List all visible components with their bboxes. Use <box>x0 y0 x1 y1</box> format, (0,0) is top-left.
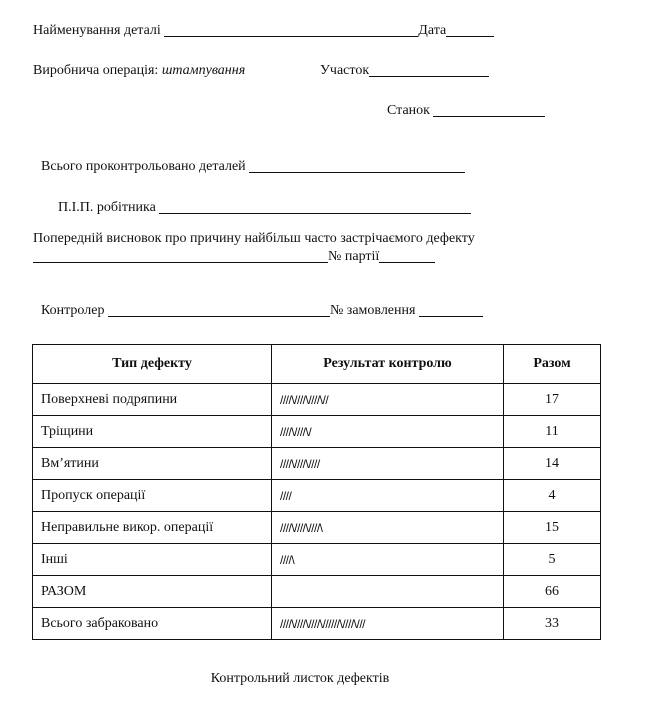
tally-cell: ////\////\////\//////\////\/// <box>272 608 504 640</box>
defect-type-cell: Неправильне викор. операції <box>33 512 272 544</box>
total-cell: 33 <box>504 608 601 640</box>
part-name-field[interactable] <box>164 22 418 37</box>
table-row <box>33 384 601 416</box>
table-header-row <box>33 345 601 384</box>
batch-field[interactable] <box>379 248 435 263</box>
section-field[interactable] <box>369 62 489 77</box>
preliminary-conclusion-line <box>33 230 475 248</box>
operation-label: Виробнича операція: <box>33 63 159 78</box>
total-cell: 66 <box>504 576 601 608</box>
defect-type-cell: Інші <box>33 544 272 576</box>
controller-field[interactable] <box>108 302 330 317</box>
tally-cell: ////\////\/ <box>272 416 504 448</box>
tally-cell: ////\ <box>272 544 504 576</box>
total-cell: 17 <box>504 384 601 416</box>
date-field[interactable] <box>446 22 494 37</box>
batch-label: № партії <box>328 249 380 264</box>
order-label: № замовлення <box>329 303 416 318</box>
worker-field[interactable] <box>159 199 471 214</box>
section-line <box>320 62 489 80</box>
document-caption: Контрольний листок дефектів <box>210 671 390 686</box>
table-row <box>33 544 601 576</box>
date-label: Дата <box>418 23 447 38</box>
total-cell: 4 <box>504 480 601 512</box>
total-cell: 5 <box>504 544 601 576</box>
tally-cell: ////\////\//// <box>272 448 504 480</box>
worker-line <box>58 199 471 217</box>
defect-type-cell: Всього забраковано <box>33 608 272 640</box>
tally-cell: ////\////\////\// <box>272 384 504 416</box>
table-row <box>33 512 601 544</box>
worker-label: П.І.П. робітника <box>58 200 156 215</box>
part-name-line <box>33 22 494 40</box>
column-header-result: Результат контролю <box>272 345 504 384</box>
operation-line <box>33 62 245 80</box>
table-row <box>33 480 601 512</box>
section-label: Участок <box>320 63 370 78</box>
machine-line <box>387 102 545 120</box>
preliminary-conclusion-field[interactable] <box>33 248 328 263</box>
defect-type-cell: Поверхневі подряпини <box>33 384 272 416</box>
table-row <box>33 416 601 448</box>
defect-type-cell: Пропуск операції <box>33 480 272 512</box>
total-cell: 11 <box>504 416 601 448</box>
total-inspected-line <box>41 158 465 176</box>
table-row-rejected <box>33 608 601 640</box>
defect-type-cell: РАЗОМ <box>33 576 272 608</box>
defect-type-cell: Тріщини <box>33 416 272 448</box>
tally-cell: ////\////\////\ <box>272 512 504 544</box>
column-header-type: Тип дефекту <box>33 345 272 384</box>
defect-type-cell: Вм’ятини <box>33 448 272 480</box>
table-row <box>33 448 601 480</box>
machine-field[interactable] <box>433 102 545 117</box>
conclusion-batch-line <box>33 248 435 266</box>
table-row-sum <box>33 576 601 608</box>
machine-label: Станок <box>387 103 430 118</box>
total-inspected-label: Всього проконтрольовано деталей <box>41 159 246 174</box>
column-header-total: Разом <box>504 345 601 384</box>
part-name-label: Найменування деталі <box>33 23 161 38</box>
controller-label: Контролер <box>41 303 105 318</box>
operation-value: штампування <box>161 63 246 78</box>
defects-table <box>32 344 601 640</box>
total-inspected-field[interactable] <box>249 158 465 173</box>
tally-cell: //// <box>272 480 504 512</box>
tally-cell <box>272 576 504 608</box>
total-cell: 15 <box>504 512 601 544</box>
total-cell: 14 <box>504 448 601 480</box>
order-field[interactable] <box>419 302 483 317</box>
controller-line <box>41 302 483 320</box>
preliminary-conclusion-label: Попередній висновок про причину найбільш часто застрічаємого дефекту <box>33 231 475 246</box>
